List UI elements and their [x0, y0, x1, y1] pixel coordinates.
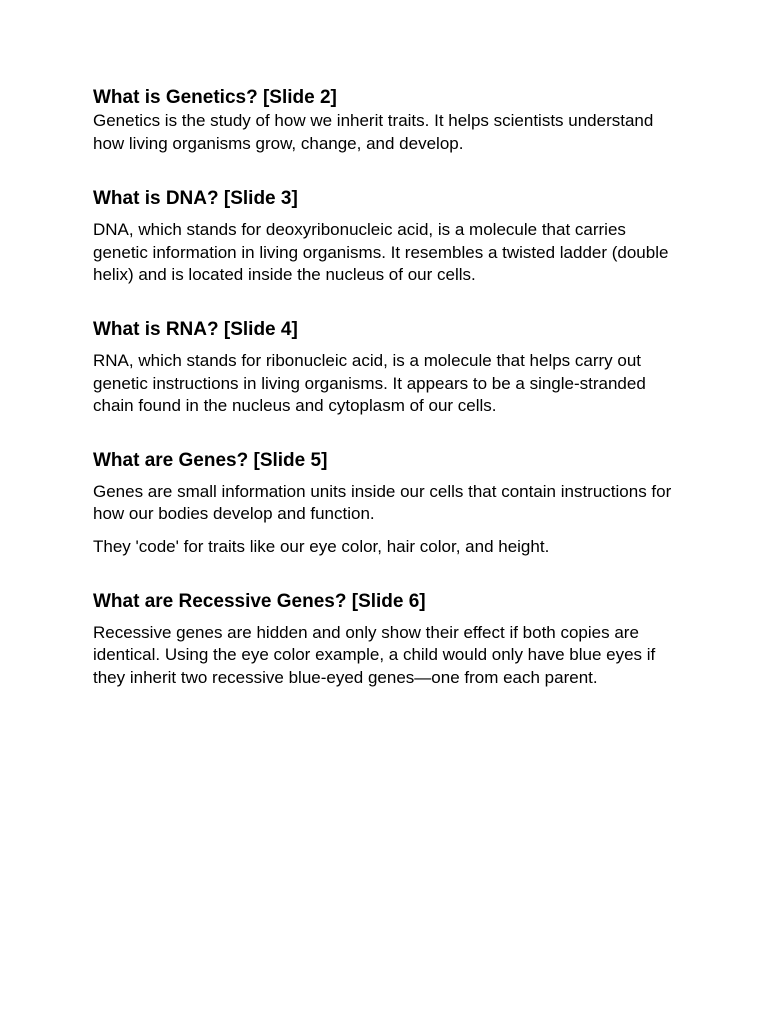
- section-dna: [93, 187, 683, 287]
- section-rna: [93, 318, 683, 418]
- section-heading: What are Recessive Genes? [Slide 6]: [93, 590, 426, 612]
- section-paragraph: Recessive genes are hidden and only show their effect if both copies are identical. Using the eye color example, a child would only have blue eyes if they inherit two recessive blue-eyed genes—one from each parent.: [93, 622, 656, 687]
- section-recessive-genes: [93, 590, 683, 690]
- section-genetics: [93, 86, 683, 155]
- section-paragraph: They 'code' for traits like our eye color, hair color, and height.: [93, 536, 550, 556]
- section-genes: [93, 449, 683, 559]
- document-page: [93, 86, 683, 689]
- section-heading: What is Genetics? [Slide 2]: [93, 87, 337, 108]
- section-heading: What are Genes? [Slide 5]: [93, 449, 328, 471]
- section-heading: What is DNA? [Slide 3]: [93, 188, 298, 210]
- section-paragraph: DNA, which stands for deoxyribonucleic acid, is a molecule that carries genetic information in living organisms. It resembles a twisted ladder (double helix) and is located inside the nucleus of our cells.: [93, 220, 669, 285]
- section-heading: What is RNA? [Slide 4]: [93, 318, 298, 340]
- section-paragraph: RNA, which stands for ribonucleic acid, is a molecule that helps carry out genetic instructions in living organisms. It appears to be a single-stranded chain found in the nucleus and cytoplasm of our cells.: [93, 350, 646, 416]
- section-paragraph: Genes are small information units inside our cells that contain instructions for how our bodies develop and function.: [93, 481, 672, 524]
- section-paragraph: Genetics is the study of how we inherit traits. It helps scientists understand how living organisms grow, change, and develop.: [93, 111, 654, 153]
